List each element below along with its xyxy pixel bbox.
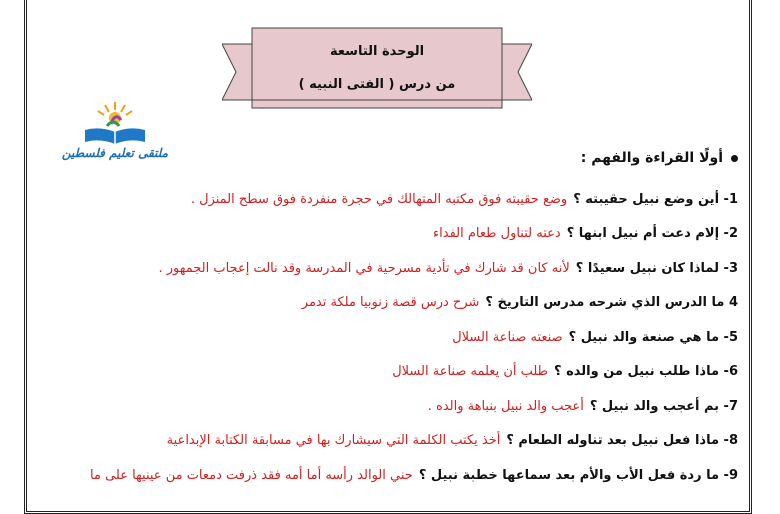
- question-text: 2- إلام دعت أم نبيل ابنها ؟: [566, 226, 738, 242]
- question-text: 4 ما الدرس الذي شرحه مدرس التاريخ ؟: [485, 295, 738, 311]
- qa-item: [48, 320, 738, 355]
- question-text: 8- ماذا فعل نبيل بعد تناوله الطعام ؟: [506, 433, 738, 449]
- question-text: 3- لماذا كان نبيل سعيدًا ؟: [575, 260, 738, 276]
- answer-text: أعجب والد نبيل بنباهة والده .: [427, 398, 584, 414]
- answer-text: حني الوالد رأسه أما أمه فقد ذرفت دمعات من عينيها على ما: [90, 467, 413, 483]
- section-heading: [581, 150, 738, 166]
- qa-item: [48, 389, 738, 424]
- question-text: 1- أين وضع نبيل حقيبته ؟: [573, 191, 738, 207]
- qa-item: [48, 424, 738, 459]
- qa-list: [48, 182, 738, 493]
- qa-item: [48, 286, 738, 321]
- question-text: 5- ما هي صنعة والد نبيل ؟: [568, 329, 738, 345]
- question-text: 6- ماذا طلب نبيل من والده ؟: [554, 364, 738, 380]
- unit-title: الوحدة التاسعة: [329, 44, 425, 59]
- answer-text: دعته لتناول طعام الفداء: [433, 226, 561, 242]
- answer-text: صنعته صناعة السلال: [452, 329, 563, 345]
- site-logo: [55, 98, 175, 170]
- answer-text: شرح درس قصة زنوبيا ملكة تدمر: [301, 295, 480, 311]
- lesson-title: من درس ( الفتى النبيه ): [298, 77, 456, 92]
- logo-caption: ملتقى تعليم فلسطين: [61, 146, 169, 160]
- question-text: 7- بم أعجب والد نبيل ؟: [589, 398, 738, 414]
- answer-text: طلب أن يعلمه صناعة السلال: [392, 364, 549, 380]
- qa-item: [48, 182, 738, 217]
- question-text: 9- ما ردة فعل الأب والأم بعد سماعها خطبة نبيل ؟: [418, 467, 738, 483]
- section-heading-text: أولًا القراءة والفهم :: [580, 150, 723, 166]
- answer-text: أخذ يكتب الكلمة التي سيشارك بها في مسابقة الكتابة الإبداعية: [166, 433, 501, 449]
- open-book-icon: [55, 98, 175, 146]
- qa-item: [48, 251, 738, 286]
- qa-item: [48, 355, 738, 390]
- answer-text: لأنه كان قد شارك في تأدية مسرحية في المدرسة وقد نالت إعجاب الجمهور .: [158, 260, 570, 276]
- bullet-icon: [731, 155, 738, 162]
- answer-text: وضع حقيبته فوق مكتبه المتهالك في حجرة منفردة فوق سطح المنزل .: [190, 191, 568, 207]
- qa-item: [48, 217, 738, 252]
- qa-item: [48, 458, 738, 493]
- title-banner: [222, 22, 532, 114]
